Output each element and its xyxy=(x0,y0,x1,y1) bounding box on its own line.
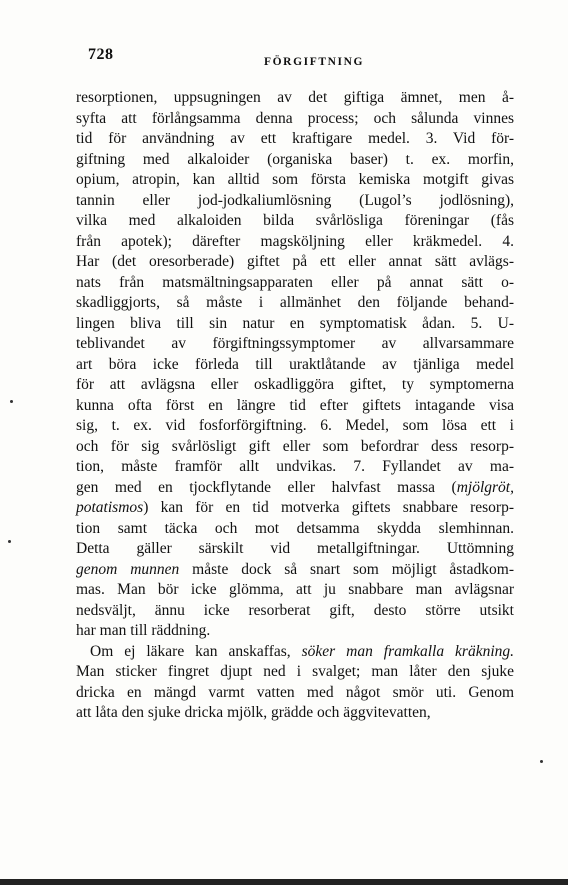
italic-span: mjölgröt, xyxy=(456,478,514,496)
body-text xyxy=(76,88,514,724)
text-line: lingen bliva till sin natur en symptomatisk ådan. 5. U- xyxy=(76,314,514,332)
text-line: tion samt täcka och mot detsamma skydda slemhinnan. xyxy=(76,519,514,537)
margin-speck xyxy=(540,760,543,763)
text-line: resorptionen, uppsugningen av det giftiga ämnet, men å- xyxy=(76,89,514,106)
page-number: 728 xyxy=(88,46,114,63)
text-line: att låta den sjuke dricka mjölk, grädde och äggvitevatten, xyxy=(76,704,431,721)
text-line: sig, t. ex. vid fosforförgiftning. 6. Medel, som lösa ett i xyxy=(76,417,514,434)
text-line: opium, atropin, kan alltid som första kemiska motgift givas xyxy=(76,171,514,188)
text-line xyxy=(76,560,514,581)
text-line: för att avlägsna eller oskadliggöra giftet, ty symptomerna xyxy=(76,376,514,393)
text-line: Detta gäller särskilt vid metallgiftningar. Uttömning xyxy=(76,540,514,557)
text-line: kunna ofta först en längre tid efter giftets intagande visa xyxy=(76,396,514,414)
text-line: Man sticker fingret djupt ned i svalget; man låter den sjuke xyxy=(76,663,514,680)
text-line: teblivandet av förgiftningssymptomer av allvarsammare xyxy=(76,335,514,352)
text-line: mas. Man bör icke glömma, att ju snabbare man avlägsnar xyxy=(76,581,514,598)
margin-speck xyxy=(8,540,11,543)
paragraph-1 xyxy=(76,88,514,642)
running-head: FÖRGIFTNING xyxy=(264,56,365,68)
text-line: har man till räddning. xyxy=(76,622,211,639)
text-line: giftning med alkaloider (organiska baser) t. ex. morfin, xyxy=(76,150,514,168)
page-header xyxy=(0,46,568,76)
text-line: syfta att förlångsamma denna process; och sålunda vinnes xyxy=(76,109,514,127)
text-span: gen med en tjockflytande eller halvfast massa ( xyxy=(76,478,457,496)
text-line: skadliggjorts, så måste i allmänhet den följande behand- xyxy=(76,294,514,311)
text-line: nats från matsmältningsapparaten eller på annat sätt o- xyxy=(76,273,514,291)
text-line: vilka med alkaloiden bilda svårlösliga föreningar (fås xyxy=(76,212,514,229)
text-line xyxy=(76,478,514,499)
text-line xyxy=(76,498,514,519)
scan-edge xyxy=(0,879,568,885)
italic-span: söker man framkalla kräkning. xyxy=(301,642,515,660)
italic-span: genom munnen xyxy=(76,560,180,578)
text-line: Har (det oresorberade) giftet på ett eller annat sätt avlägs- xyxy=(76,253,514,270)
text-line: dricka en mängd varmt vatten med något smör uti. Genom xyxy=(76,683,514,701)
text-line: tid för användning av ett kraftigare medel. 3. Vid för- xyxy=(76,130,514,147)
text-line: från apotek); därefter magsköljning eller kräkmedel. 4. xyxy=(76,232,514,250)
text-span: ) kan för en tid motverka giftets snabbare resorp- xyxy=(143,499,514,516)
paragraph-2 xyxy=(76,642,514,724)
italic-span: potatismos xyxy=(76,499,144,516)
text-span: Om ej läkare kan anskaffas, xyxy=(90,642,302,660)
text-line: nedsväljt, ännu icke resorberat gift, desto större utsikt xyxy=(76,601,514,619)
text-line: och för sig svårlösligt gift eller som befordrar dess resorp- xyxy=(76,437,514,455)
text-span: måste dock så snart som möjligt åstadkom- xyxy=(179,560,514,578)
margin-speck xyxy=(10,400,13,403)
text-line xyxy=(76,642,514,663)
text-line: tion, måste framför allt undvikas. 7. Fyllandet av ma- xyxy=(76,458,514,475)
text-line: art böra icke förleda till uraktlåtande av tjänliga medel xyxy=(76,355,514,373)
text-line: tannin eller jod-jodkaliumlösning (Lugol’s jodlösning), xyxy=(76,191,514,209)
